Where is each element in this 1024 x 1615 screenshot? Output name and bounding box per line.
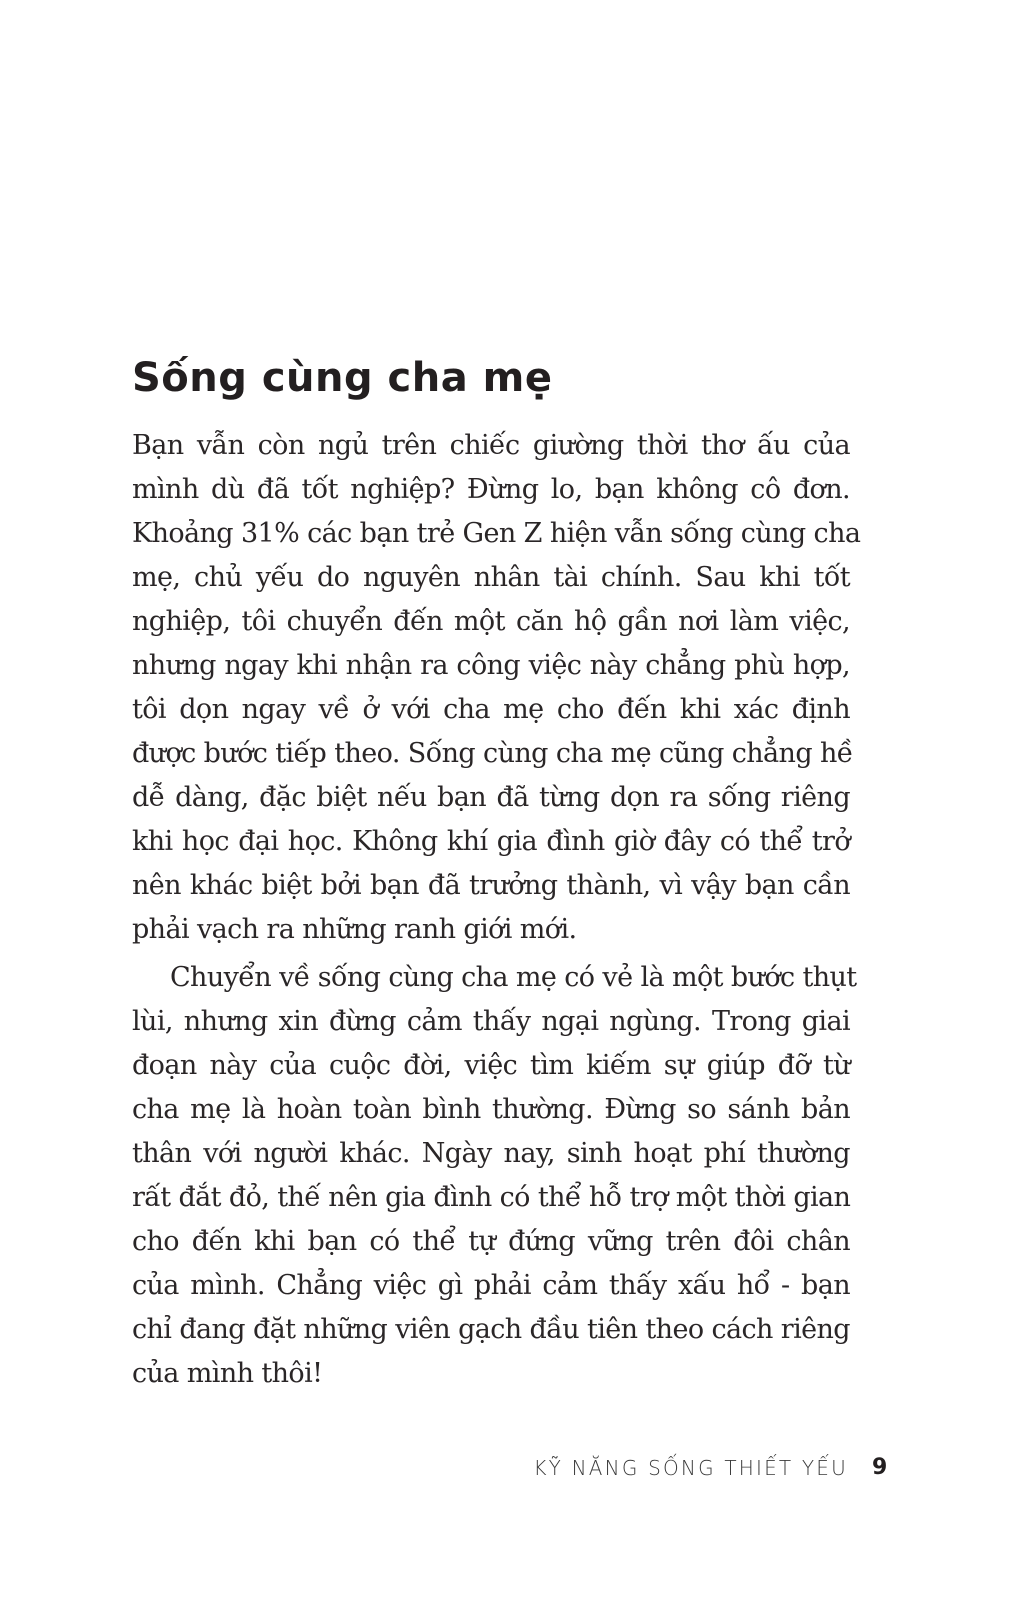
text-line: được bước tiếp theo. Sống cùng cha mẹ cũng chẳng hề [132,738,853,769]
text-line: nhưng ngay khi nhận ra công việc này chẳng phù hợp, [132,650,850,681]
section-heading: Sống cùng cha mẹ [132,355,553,401]
body-text [132,424,861,1396]
text-line: khi học đại học. Không khí gia đình giờ đây có thể trở [132,826,850,857]
paragraph-1 [132,424,861,952]
text-line: tôi dọn ngay về ở với cha mẹ cho đến khi xác định [132,694,850,725]
text-line: Chuyển về sống cùng cha mẹ có vẻ là một bước thụt [170,962,857,993]
text-line: rất đắt đỏ, thế nên gia đình có thể hỗ trợ một thời gian [132,1182,851,1213]
text-line: nên khác biệt bởi bạn đã trưởng thành, vì vậy bạn cần [132,870,850,901]
page-number: 9 [872,1455,888,1480]
text-line: Bạn vẫn còn ngủ trên chiếc giường thời thơ ấu của [132,430,850,461]
text-line: đoạn này của cuộc đời, việc tìm kiếm sự giúp đỡ từ [132,1050,850,1081]
paragraph-2 [132,956,857,1396]
text-line: nghiệp, tôi chuyển đến một căn hộ gần nơi làm việc, [132,606,850,637]
text-line: thân với người khác. Ngày nay, sinh hoạt phí thường [132,1138,850,1169]
text-line: lùi, nhưng xin đừng cảm thấy ngại ngùng. Trong giai [132,1006,850,1037]
text-line: cho đến khi bạn có thể tự đứng vững trên đôi chân [132,1226,850,1257]
text-line: dễ dàng, đặc biệt nếu bạn đã từng dọn ra sống riêng [132,782,850,813]
running-title: KỸ NĂNG SỐNG THIẾT YẾU [533,1456,848,1480]
text-line: mẹ, chủ yếu do nguyên nhân tài chính. Sau khi tốt [132,562,850,593]
text-line: cha mẹ là hoàn toàn bình thường. Đừng so sánh bản [132,1094,850,1125]
page-footer [0,1452,1024,1492]
text-line: chỉ đang đặt những viên gạch đầu tiên theo cách riêng [132,1314,850,1345]
text-line: phải vạch ra những ranh giới mới. [132,914,577,945]
text-line: Khoảng 31% các bạn trẻ Gen Z hiện vẫn sống cùng cha [132,518,861,549]
text-line: của mình. Chẳng việc gì phải cảm thấy xấu hổ - bạn [132,1270,850,1301]
text-line: của mình thôi! [132,1358,323,1389]
text-line: mình dù đã tốt nghiệp? Đừng lo, bạn không cô đơn. [132,474,850,505]
